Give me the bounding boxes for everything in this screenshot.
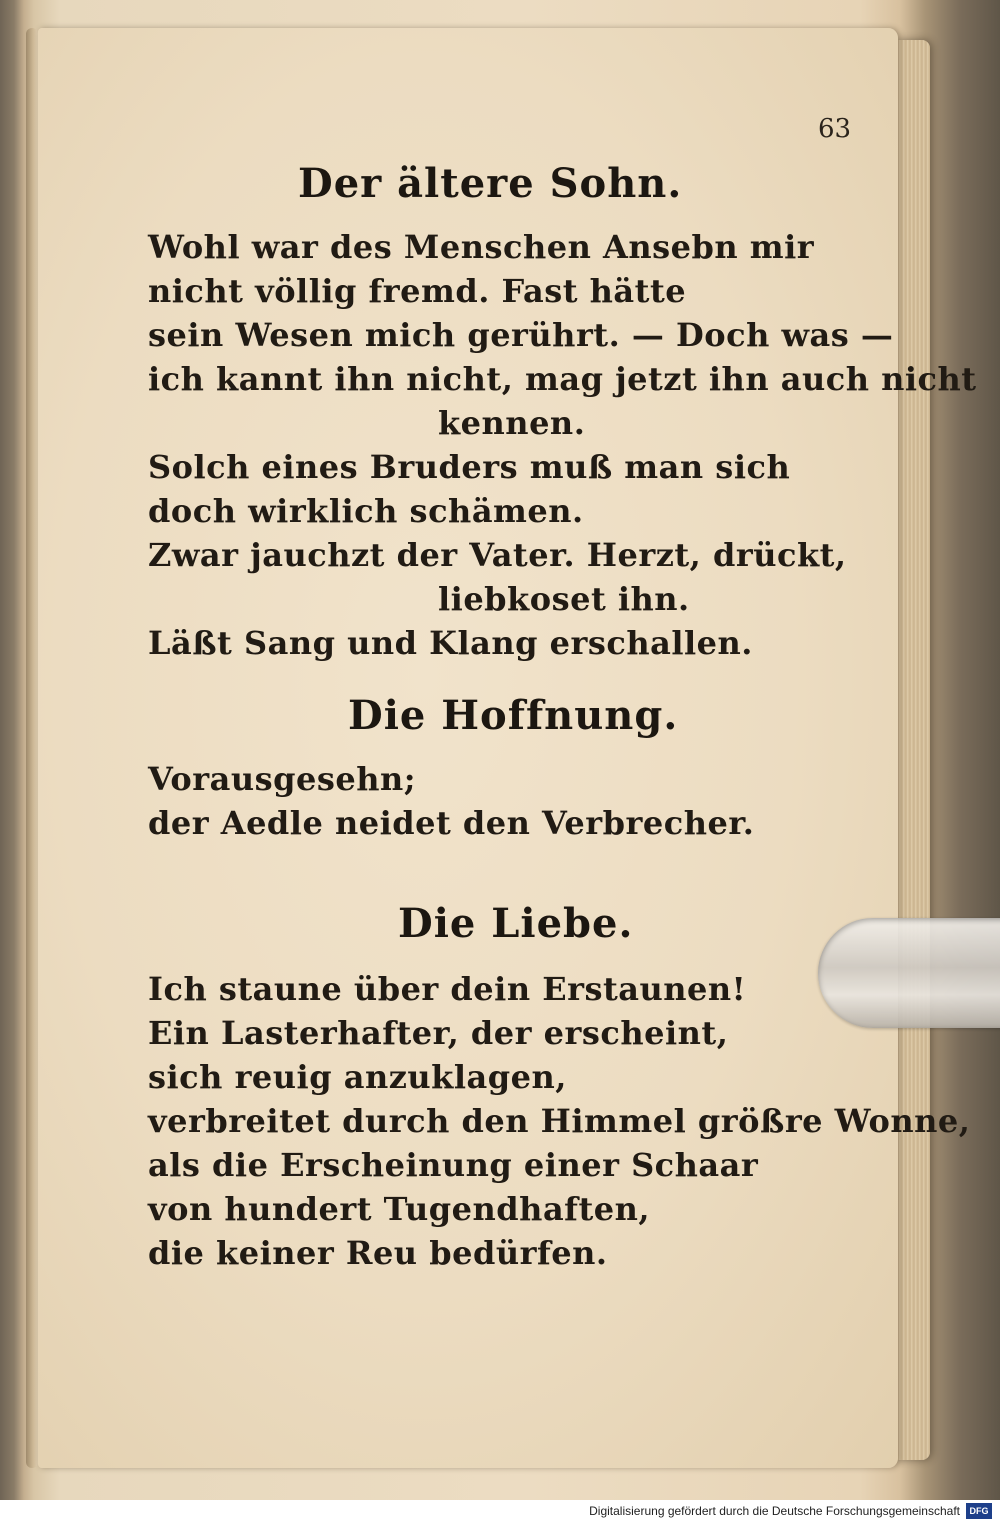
page-number: 63 [818,114,852,144]
text-line: Ein Lasterhafter, der erscheint, [148,1014,729,1052]
book-gutter [26,28,38,1468]
footer-bar [0,1500,1000,1524]
page-clip [818,918,1000,1028]
text-line: der Aedle neidet den Verbrecher. [148,804,755,842]
text-line: Ich staune über dein Erstaunen! [148,970,747,1008]
section-title-aeltere-sohn: Der ältere Sohn. [298,160,683,207]
section-title-hoffnung: Die Hoffnung. [348,692,679,739]
text-line: Läßt Sang und Klang erschallen. [148,624,753,662]
text-line: doch wirklich schämen. [148,492,584,530]
text-line: nicht völlig fremd. Fast hätte [148,272,687,310]
text-line: die keiner Reu bedürfen. [148,1234,608,1272]
text-line: ich kannt ihn nicht, mag jetzt ihn auch nicht [148,360,977,398]
text-line: als die Erscheinung einer Schaar [148,1146,759,1184]
text-line: sein Wesen mich gerührt. — Doch was — [148,316,894,354]
text-line: von hundert Tugendhaften, [148,1190,650,1228]
text-line: kennen. [438,404,586,442]
funding-credit: Digitalisierung gefördert durch die Deutsche Forschungsgemeinschaft [589,1504,960,1518]
text-line: Solch eines Bruders muß man sich [148,448,791,486]
text-line: liebkoset ihn. [438,580,690,618]
text-line: Vorausgesehn; [148,760,417,798]
section-title-liebe: Die Liebe. [398,900,634,947]
book-page [38,28,977,1468]
text-line: Wohl war des Menschen Ansebn mir [148,228,815,266]
text-line: sich reuig anzuklagen, [148,1058,567,1096]
page-edges [896,40,930,1460]
text-line: verbreitet durch den Himmel größre Wonne, [148,1102,971,1140]
text-line: Zwar jauchzt der Vater. Herzt, drückt, [148,536,847,574]
dfg-logo-icon: DFG [966,1503,992,1519]
